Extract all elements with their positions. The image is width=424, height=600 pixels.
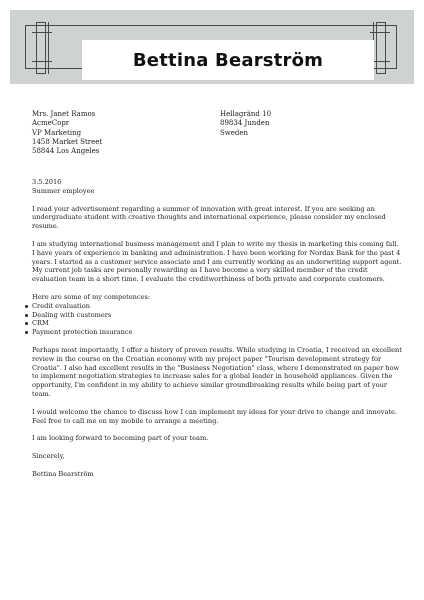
recipient-line: AcmeCopr	[32, 119, 70, 128]
paragraph-results: Perhaps most importantly, I offer a history of proven results. While studying in Croatia, I received an excellent review in the course on the Croatian economy with my project paper "Tourism development strategy for Croatia". I also had excellent results in the "Business Negotiation" class, where I demonstrated on paper how to implement negotiation strategies to increase sales for a global leader in household appliances. Given the opportunity, I'm confident in my ability to achieve similar groundbreaking results while being part of your team.	[32, 345, 402, 398]
recipient-line: Mrs. Janet Ramos	[32, 110, 96, 118]
frame-ornament-left	[36, 22, 46, 74]
recipient-line: 1458 Market Street	[32, 137, 103, 146]
bullet-icon	[25, 305, 28, 308]
sender-address	[220, 110, 271, 138]
header-banner	[10, 10, 414, 84]
competence-label: Credit evaluation	[32, 301, 90, 310]
frame-ornament-right	[376, 22, 386, 74]
list-item	[32, 319, 402, 328]
bullet-icon	[25, 331, 28, 334]
list-item	[32, 311, 402, 320]
recipient-line: 58844 Los Angeles	[32, 147, 100, 156]
bullet-icon	[25, 314, 28, 317]
frame-ornament-left-top	[32, 32, 52, 33]
sender-line: Hellagränd 10	[220, 110, 272, 118]
competence-label: Dealing with customers	[32, 310, 112, 319]
competence-label: CRM	[32, 319, 49, 328]
sender-line: Sweden	[220, 128, 249, 137]
recipient-address	[32, 110, 102, 156]
list-item	[32, 302, 402, 311]
frame-ornament-right-top	[370, 32, 390, 33]
sender-line: 89834 Junden	[220, 119, 270, 128]
recipient-line: VP Marketing	[32, 128, 82, 137]
applicant-name: Bettina Bearström	[132, 49, 324, 71]
paragraph-closing-line: I am looking forward to becoming part of your team.	[32, 434, 209, 443]
closing: Sincerely,	[32, 452, 65, 461]
list-item	[32, 328, 402, 337]
letter-body	[32, 178, 402, 479]
signature: Bettina Bearström	[32, 469, 94, 478]
letter-subject: Summer employee	[32, 186, 95, 195]
frame-ornament-left-bottom	[32, 61, 52, 62]
letter-date: 3.5.2016	[32, 178, 62, 186]
frame-ornament-left-line	[48, 22, 49, 74]
bullet-icon	[25, 322, 28, 325]
competences-list	[32, 302, 402, 337]
paragraph-intro: I read your advertisement regarding a summer of innovation with great interest. If you are seeking an undergraduate student with creative thoughts and international experience, please consider my enclosed resume.	[32, 204, 386, 231]
paragraph-experience: I am studying international business management and I plan to write my thesis in marketing this coming fall. I have years of experience in banking and administration. I have been working for Nordax Bank for the past 4 years. I started as a customer service associate and I am currently working as an underwriting support agent. My current job tasks are personally rewarding as I have become a very skilled member of the credit evaluation team in a short time. I evaluate the creditworthiness of both private and corporate customers.	[32, 239, 402, 284]
paragraph-meeting: I would welcome the chance to discuss how I can implement my ideas for your drive to change and innovate. Feel free to call me on my mobile to arrange a meeting.	[32, 407, 398, 425]
name-box	[82, 40, 374, 80]
header-frame	[25, 25, 397, 69]
date-subject-block	[32, 178, 402, 196]
competences-intro: Here are some of my competences:	[32, 292, 151, 301]
competence-label: Payment protection insurance	[32, 328, 133, 337]
